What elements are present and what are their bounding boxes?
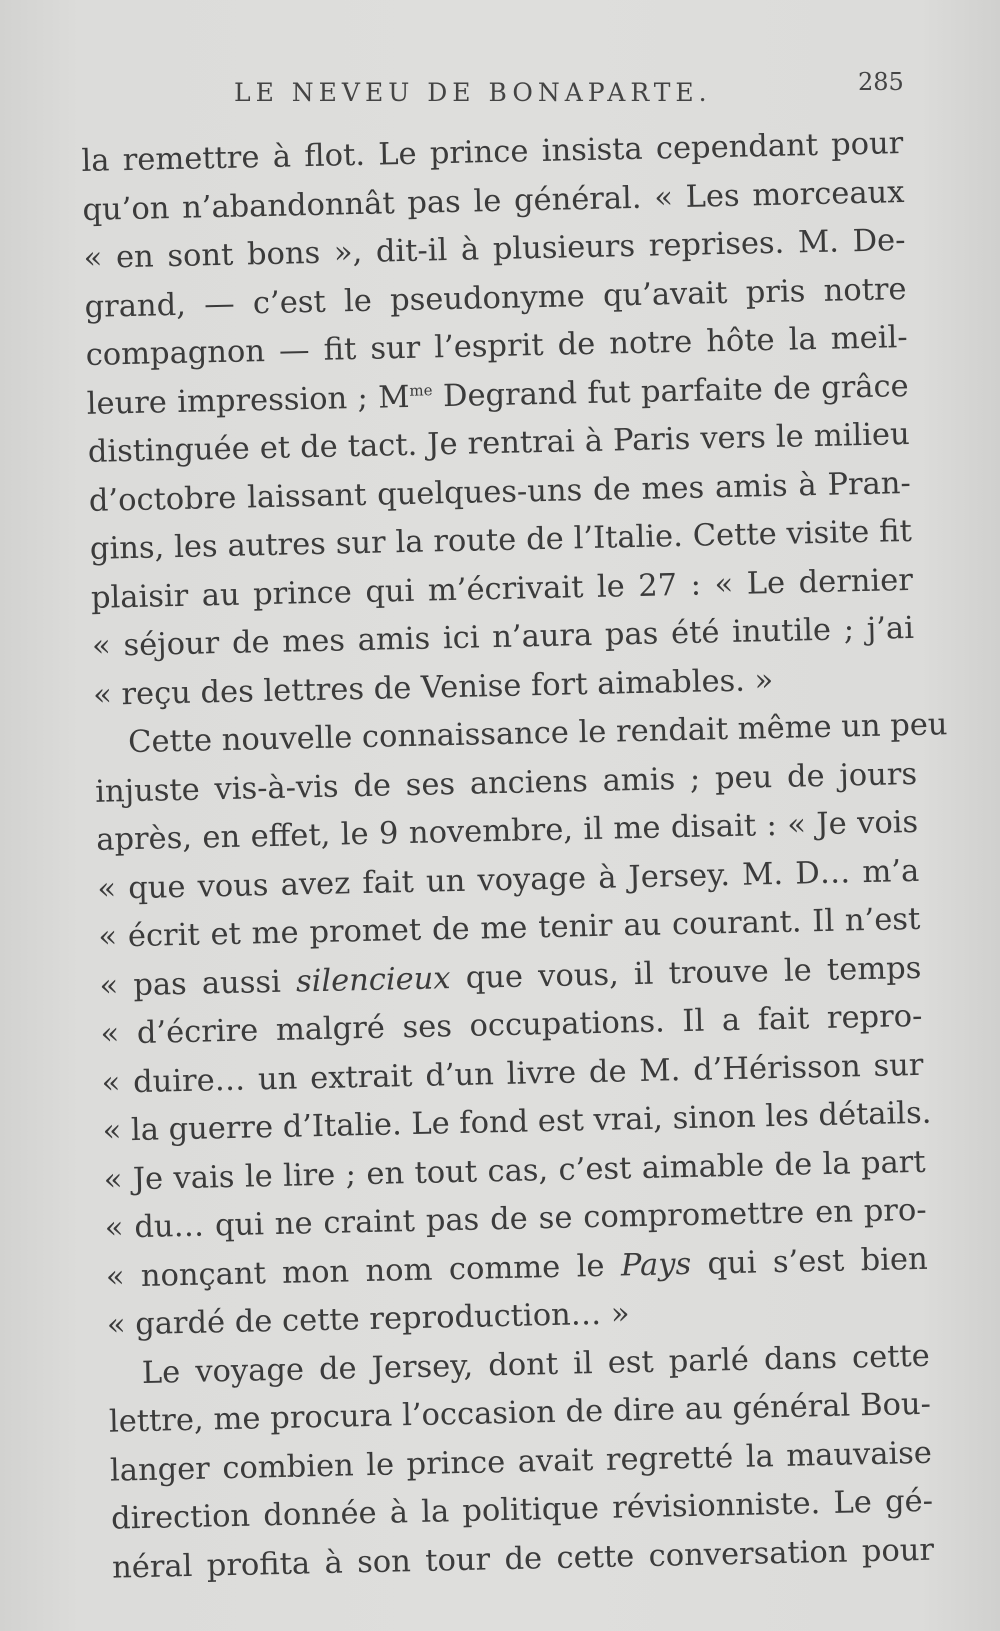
text-line: la remettre à flot. Le prince insista cependant pour bbox=[81, 126, 904, 179]
text-span: « nonçant mon nom comme le bbox=[105, 1247, 622, 1295]
text-line: Le voyage de Jersey, dont il est parlé dans cette bbox=[141, 1338, 931, 1391]
text-line: néral profita à son tour de cette conversation pour bbox=[111, 1532, 935, 1586]
text-span: qui s’est bien bbox=[690, 1241, 929, 1282]
text-line: « gardé de cette reproduction… » bbox=[106, 1296, 630, 1343]
superscript: me bbox=[409, 380, 433, 400]
text-line: « Je vais le lire ; en tout cas, c’est aimable de la part bbox=[103, 1144, 926, 1198]
text-line: « que vous avez fait un voyage à Jersey. M. D… m’a bbox=[97, 853, 920, 907]
text-line: gins, les autres sur la route de l’Italie. Cette visite fit bbox=[89, 513, 913, 567]
running-head bbox=[0, 68, 1000, 118]
text-line: « écrit et me promet de me tenir au courant. Il n’est bbox=[98, 901, 921, 955]
text-line: direction donnée à la politique révisionniste. Le gé- bbox=[110, 1483, 934, 1537]
text-line: après, en effet, le 9 novembre, il me disait : « Je vois bbox=[95, 804, 919, 858]
text-line: « la guerre d’Italie. Le fond est vrai, sinon les détails. bbox=[102, 1095, 932, 1149]
text-line: injuste vis-à-vis de ses anciens amis ; peu de jours bbox=[94, 756, 918, 810]
text-line: Cette nouvelle connaissance le rendait même un peu bbox=[127, 707, 948, 761]
body-text bbox=[81, 120, 948, 1593]
text-line: plaisir au prince qui m’écrivait le 27 : « Le dernier bbox=[90, 562, 914, 616]
text-line: distinguée et de tact. Je rentrai à Paris vers le milieu bbox=[87, 416, 911, 470]
text-span: leure impression ; M bbox=[86, 379, 410, 422]
text-line: langer combien le prince avait regretté la mauvaise bbox=[109, 1435, 933, 1489]
text-line: qu’on n’abandonnât pas le général. « Les morceaux bbox=[82, 174, 905, 228]
text-line: grand, — c’est le pseudonyme qu’avait pris notre bbox=[84, 271, 907, 325]
text-line: « du… qui ne craint pas de se compromettre en pro- bbox=[104, 1192, 927, 1246]
text-line: « duire… un extrait d’un livre de M. d’Hérisson sur bbox=[101, 1047, 924, 1101]
text-line: lettre, me procura l’occasion de dire au général Bou- bbox=[108, 1386, 932, 1440]
text-line: d’octobre laissant quelques-uns de mes amis à Pran- bbox=[88, 465, 912, 519]
italic-word: Pays bbox=[620, 1246, 692, 1283]
text-line: « d’écrire malgré ses occupations. Il a fait repro- bbox=[100, 998, 923, 1052]
page-number: 285 bbox=[858, 68, 904, 96]
text-span: « pas aussi bbox=[99, 964, 297, 1004]
text-line: « en sont bons », dit-il à plusieurs reprises. M. De- bbox=[83, 223, 906, 276]
text-span: que vous, il trouve le temps bbox=[450, 950, 922, 996]
text-line: « reçu des lettres de Venise fort aimables. » bbox=[92, 662, 774, 713]
text-span: Degrand fut parfaite de grâce bbox=[432, 368, 909, 414]
running-title: LE NEVEU DE BONAPARTE. bbox=[234, 78, 712, 107]
italic-word: silencieux bbox=[295, 960, 451, 1000]
text-line: « séjour de mes amis ici n’aura pas été inutile ; j’ai bbox=[91, 610, 915, 664]
text-line: compagnon — fit sur l’esprit de notre hôte la meil- bbox=[85, 320, 908, 373]
